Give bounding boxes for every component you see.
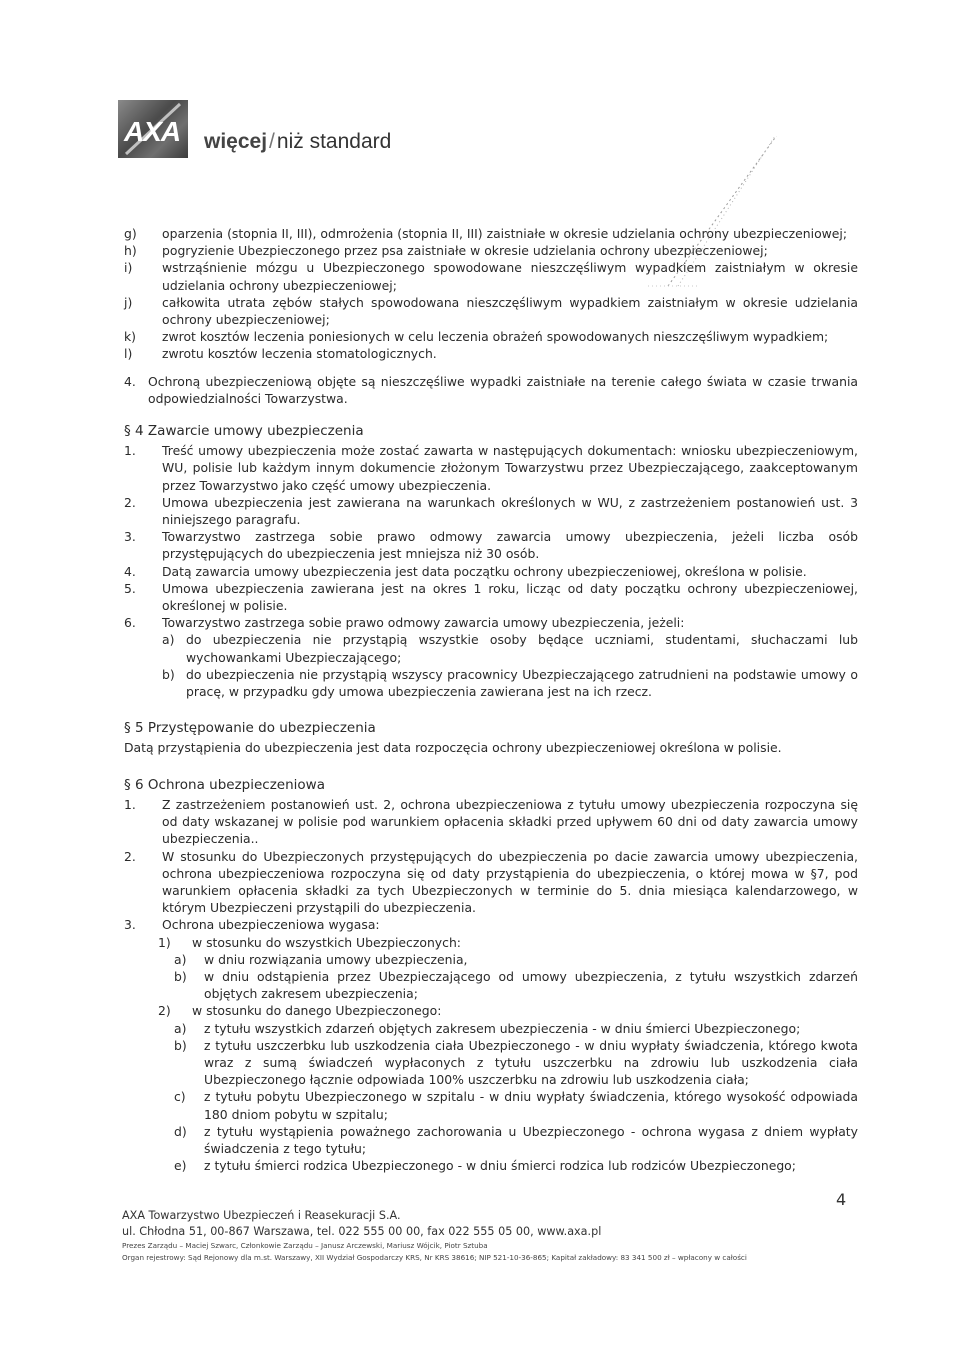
- list-item: g) oparzenia (stopnia II, III), odmrożenia (stopnia II, III) zaistniałe w okresie udzielania ochrony ubezpieczeniowej;: [124, 226, 848, 241]
- tagline-part2: niż standard: [276, 130, 392, 153]
- risk-list: [122, 225, 858, 363]
- paragraph-item-4: 4. Ochroną ubezpieczeniową objęte są nieszczęśliwe wypadki zaistniałe na terenie całego świata w czasie trwania odpowiedzialności Towarzystwa.: [124, 373, 858, 406]
- list-item: c) z tytułu pobytu Ubezpieczonego w szpitalu - w dniu wypłaty świadczenia, którego wysokość odpowiada 180 dniom pobytu w szpitalu;: [174, 1089, 858, 1122]
- section-5-text: Datą przystąpienia do ubezpieczenia jest data rozpoczęcia ochrony ubezpieczeniowej określona w polisie.: [124, 740, 782, 756]
- list-item: 3. Ochrona ubezpieczeniowa wygasa:: [124, 917, 380, 933]
- list-item: 5. Umowa ubezpieczenia zawierana jest na okres 1 roku, licząc od daty początku ochrony ubezpieczeniowej, określonej w polisie.: [124, 580, 858, 614]
- list-item: b) w dniu odstąpienia przez Ubezpieczającego od umowy ubezpieczenia, z tytułu wszystkich zdarzeń objętych zakresem ubezpieczenia;: [174, 968, 858, 1002]
- list-item: h) pogryzienie Ubezpieczonego przez psa zaistniałe w okresie udzielania ochrony ubezpieczeniowej;: [124, 243, 768, 259]
- list-item: a) do ubezpieczenia nie przystąpią wszystkie osoby będące uczniami, studentami, słuchaczami lub wychowankami Ubezpieczającego;: [162, 632, 858, 665]
- list-item: 6. Towarzystwo zastrzega sobie prawo odmowy zawarcia umowy ubezpieczenia, jeżeli:: [124, 615, 685, 631]
- logo-text: AXA: [124, 116, 181, 147]
- section-title-5: § 5 Przystępowanie do ubezpieczenia: [124, 720, 376, 737]
- list-item: b) do ubezpieczenia nie przystąpią wszyscy pracownicy Ubezpieczającego zatrudnieni na podstawie umowy o pracę, w przypadku gdy umowa ubezpieczenia zawierana jest na ich rzecz.: [162, 666, 858, 700]
- list-item: 2. W stosunku do Ubezpieczonych przystępujących do ubezpieczenia po dacie zawarcia umowy ubezpieczenia, ochrona ubezpieczeniowa rozpoczyna się od daty przystąpienia do ubezpieczenia, o której mowa w §7, pod warunkiem opłacenia składki za tych Ubezpieczonych w terminie do 5. dnia miesiąca kalendarzowego, w którym Ubezpieczeni przystąpili do ubezpieczenia.: [124, 848, 858, 916]
- list-item: k) zwrot kosztów leczenia poniesionych w celu leczenia obrażeń spowodowanych nieszczęśliwym wypadkiem;: [124, 329, 829, 345]
- list-item: 1. Z zastrzeżeniem postanowień ust. 2, ochrona ubezpieczeniowa z tytułu umowy ubezpieczenia rozpoczyna się od daty wskazanej w polisie pod warunkiem opłacenia składki przed upływem 60 dni od daty zawarcia umowy ubezpieczenia..: [124, 796, 858, 847]
- page-number: 4: [836, 1190, 847, 1209]
- list-item: 1) w stosunku do wszystkich Ubezpieczonych:: [158, 934, 461, 950]
- list-item: a) w dniu rozwiązania umowy ubezpieczenia,: [174, 951, 468, 967]
- tagline-slash-icon: /: [269, 130, 275, 153]
- document-body: [122, 225, 858, 1174]
- list-item: 2. Umowa ubezpieczenia jest zawierana na warunkach określonych w WU, z zastrzeżeniem postanowień ust. 3 niniejszego paragrafu.: [124, 494, 858, 528]
- list-item: e) z tytułu śmierci rodzica Ubezpieczonego - w dniu śmierci rodzica lub rodziców Ubezpieczonego;: [174, 1158, 796, 1174]
- list-item: 1. Treść umowy ubezpieczenia może zostać zawarta w następujących dokumentach: wniosku ubezpieczeniowym, WU, polisie lub każdym innym dokumencie złożonym Towarzystwu przez Ubezpieczającego, zaakceptowanym przez Towarzystwo jako część umowy ubezpieczenia.: [124, 443, 858, 493]
- footer-board: Prezes Zarządu – Maciej Szwarc, Członkowie Zarządu – Janusz Arczewski, Mariusz Wójcik, Piotr Sztuba: [122, 1241, 488, 1250]
- footer: [122, 1208, 822, 1264]
- list-item: l) zwrotu kosztów leczenia stomatologicznych.: [124, 346, 437, 362]
- section-title-4: § 4 Zawarcie umowy ubezpieczenia: [124, 423, 364, 440]
- list-item: j) całkowita utrata zębów stałych spowodowana nieszczęśliwym wypadkiem zaistniałym w okresie udzielania ochrony ubezpieczeniowej;: [124, 294, 858, 328]
- footer-company: AXA Towarzystwo Ubezpieczeń i Reasekuracji S.A.: [122, 1209, 401, 1222]
- list-item: 3. Towarzystwo zastrzega sobie prawo odmowy zawarcia umowy ubezpieczenia, jeżeli liczba osób przystępujących do ubezpieczenia jest mniejsza niż 30 osób.: [124, 529, 858, 562]
- list-item: b) z tytułu uszczerbku lub uszkodzenia ciała Ubezpieczonego - w dniu wypłaty świadczenia, którego kwota wraz z sumą świadczeń wypłaconych z tytułu uszczerbku na zdrowiu lub uszkodzenia ciała Ubezpieczonego łącznie odpowiada 100% uszczerbku na zdrowiu lub uszkodzenia ciała;: [174, 1037, 858, 1088]
- list-item: 2) w stosunku do danego Ubezpieczonego:: [158, 1003, 442, 1019]
- list-item: a) z tytułu wszystkich zdarzeń objętych zakresem ubezpieczenia - w dniu śmierci Ubezpieczonego;: [174, 1020, 801, 1036]
- axa-logo: [118, 100, 188, 158]
- list-item: 4. Datą zawarcia umowy ubezpieczenia jest data początku ochrony ubezpieczeniowej, określona w polisie.: [124, 563, 807, 579]
- list-item: d) z tytułu wystąpienia poważnego zachorowania u Ubezpieczonego - ochrona wygasa z dniem wypłaty świadczenia z tego tytułu;: [174, 1123, 858, 1156]
- list-item: i) wstrząśnienie mózgu u Ubezpieczonego spowodowane nieszczęśliwym wypadkiem zaistniałym w okresie udzielania ochrony ubezpieczeniowej;: [124, 260, 858, 293]
- footer-registry: Organ rejestrowy: Sąd Rejonowy dla m.st. Warszawy, XII Wydział Gospodarczy KRS, Nr KRS 38616; NIP 521-10-36-865; Kapitał zakładowy: 83 341 500 zł – wpłacony w całości: [122, 1253, 747, 1262]
- footer-address: ul. Chłodna 51, 00-867 Warszawa, tel. 022 555 00 00, fax 022 555 05 00, www.axa.pl: [122, 1225, 602, 1238]
- tagline: [204, 130, 391, 154]
- section-title-6: § 6 Ochrona ubezpieczeniowa: [124, 776, 325, 793]
- tagline-part1: więcej: [204, 130, 268, 153]
- header: [118, 96, 718, 196]
